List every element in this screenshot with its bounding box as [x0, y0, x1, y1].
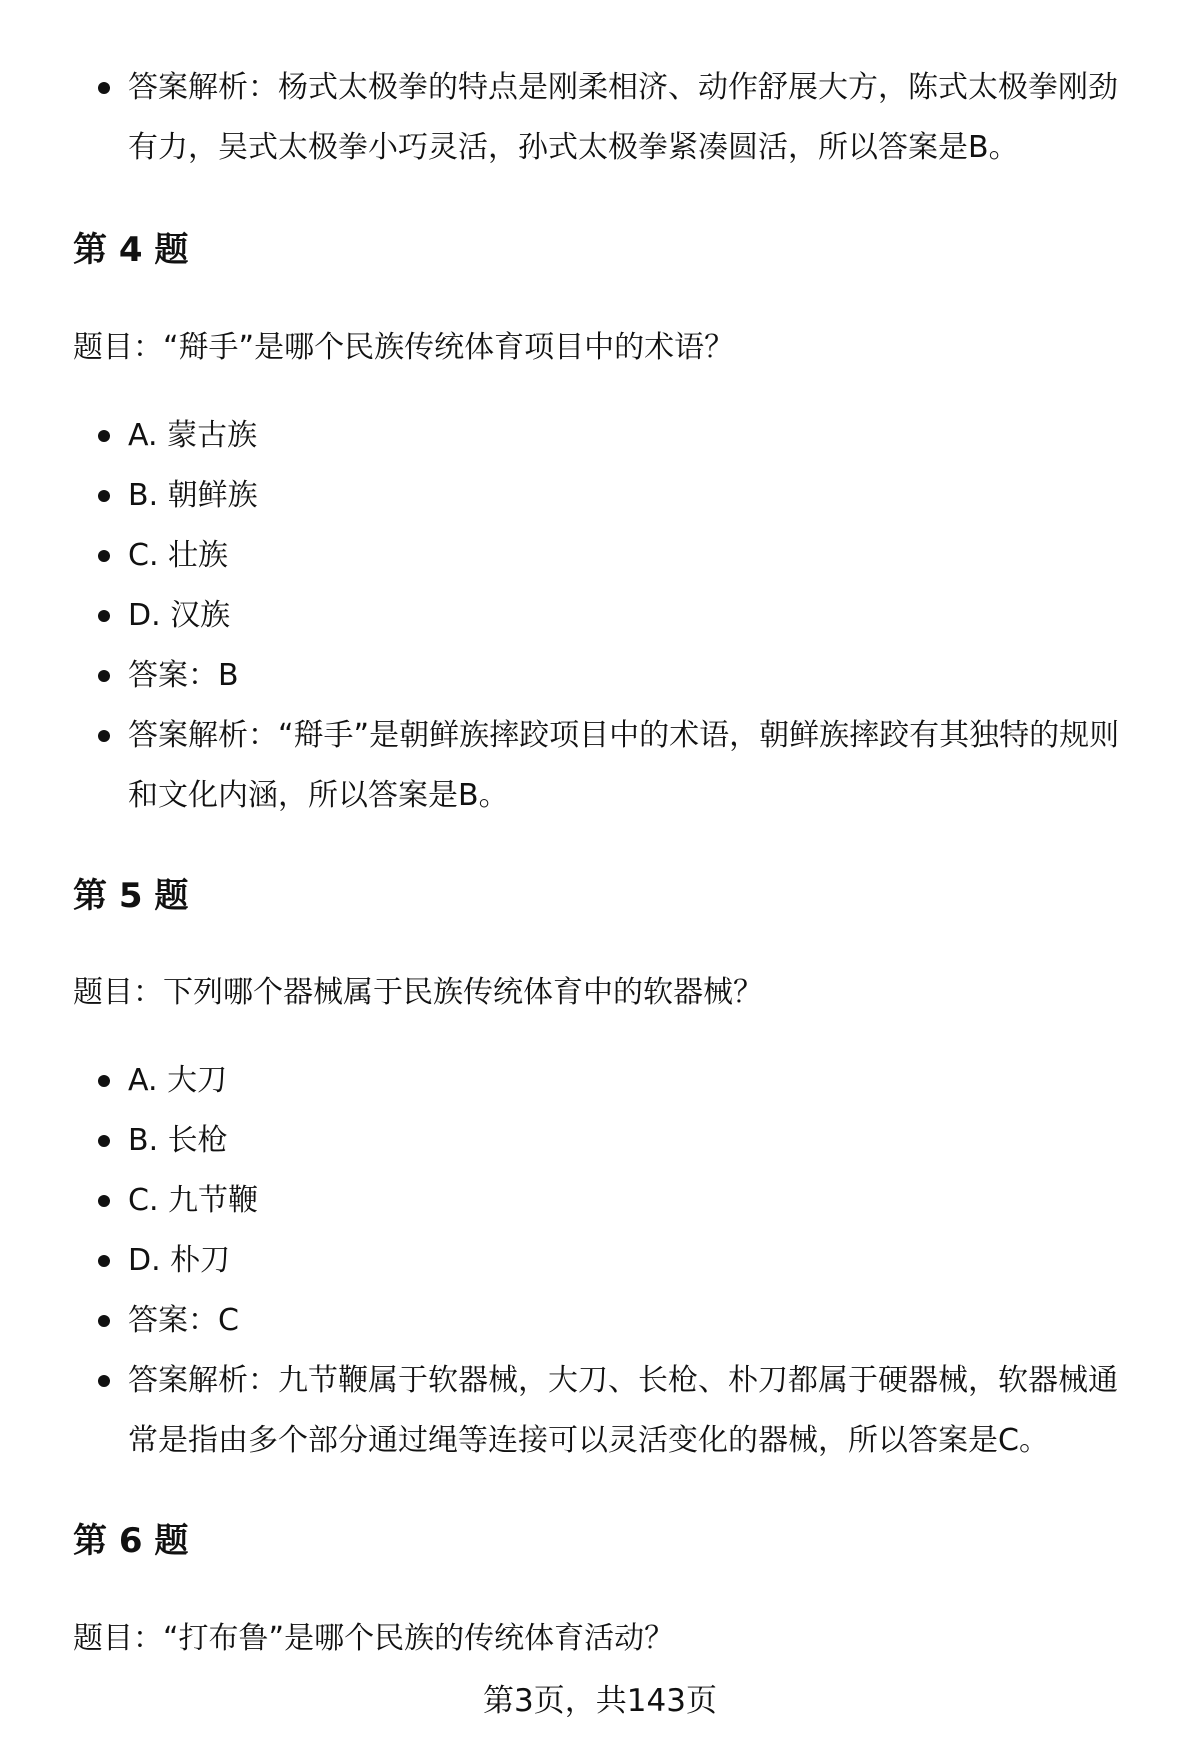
bullet-icon	[98, 1075, 110, 1087]
q5-heading: 第 5 题	[73, 876, 189, 916]
q3-analysis-item	[0, 58, 1200, 178]
q5-option-d-text: D. 朴刀	[128, 1243, 231, 1278]
q5-option-d	[0, 1231, 1200, 1291]
q5-question: 题目：下列哪个器械属于民族传统体育中的软器械？	[73, 975, 763, 1010]
q5-analysis	[0, 1351, 1200, 1471]
q5-option-c-text: C. 九节鞭	[128, 1183, 259, 1218]
bullet-icon	[98, 1315, 110, 1327]
q5-option-a-text: A. 大刀	[128, 1063, 228, 1098]
q4-question: 题目：“搿手”是哪个民族传统体育项目中的术语？	[73, 330, 735, 365]
q3-list	[0, 58, 1200, 178]
q4-analysis-text: 答案解析：“搿手”是朝鲜族摔跤项目中的术语，朝鲜族摔跤有其独特的规则和文化内涵，所以答案是B。	[128, 718, 1120, 813]
bullet-icon	[98, 82, 110, 94]
q6-question: 题目：“打布鲁”是哪个民族的传统体育活动？	[73, 1621, 675, 1656]
q4-option-d	[0, 586, 1200, 646]
q4-option-c	[0, 526, 1200, 586]
q4-analysis	[0, 706, 1200, 826]
bullet-icon	[98, 430, 110, 442]
q5-option-c	[0, 1171, 1200, 1231]
bullet-icon	[98, 1375, 110, 1387]
q5-option-a	[0, 1051, 1200, 1111]
q4-option-b-text: B. 朝鲜族	[128, 478, 258, 513]
q5-option-b	[0, 1111, 1200, 1171]
bullet-icon	[98, 730, 110, 742]
bullet-icon	[98, 490, 110, 502]
q4-option-a	[0, 406, 1200, 466]
q4-answer-text: 答案：B	[128, 658, 239, 693]
q5-answer	[0, 1291, 1200, 1351]
q5-answer-text: 答案：C	[128, 1303, 239, 1338]
q5-analysis-text: 答案解析：九节鞭属于软器械，大刀、长枪、朴刀都属于硬器械，软器械通常是指由多个部分通过绳等连接可以灵活变化的器械，所以答案是C。	[128, 1363, 1118, 1458]
q4-options-list	[0, 406, 1200, 826]
q4-option-c-text: C. 壮族	[128, 538, 229, 573]
q4-heading: 第 4 题	[73, 230, 189, 270]
bullet-icon	[98, 1135, 110, 1147]
bullet-icon	[98, 670, 110, 682]
bullet-icon	[98, 1255, 110, 1267]
q5-option-b-text: B. 长枪	[128, 1123, 228, 1158]
q5-options-list	[0, 1051, 1200, 1471]
q4-option-a-text: A. 蒙古族	[128, 418, 258, 453]
bullet-icon	[98, 1195, 110, 1207]
bullet-icon	[98, 610, 110, 622]
q4-answer	[0, 646, 1200, 706]
q4-option-d-text: D. 汉族	[128, 598, 231, 633]
q3-analysis-text: 答案解析：杨式太极拳的特点是刚柔相济、动作舒展大方，陈式太极拳刚劲有力，吴式太极拳小巧灵活，孙式太极拳紧凑圆活，所以答案是B。	[128, 70, 1118, 165]
q4-option-b	[0, 466, 1200, 526]
q6-heading: 第 6 题	[73, 1521, 189, 1561]
bullet-icon	[98, 550, 110, 562]
page-indicator: 第3页，共143页	[483, 1683, 717, 1719]
